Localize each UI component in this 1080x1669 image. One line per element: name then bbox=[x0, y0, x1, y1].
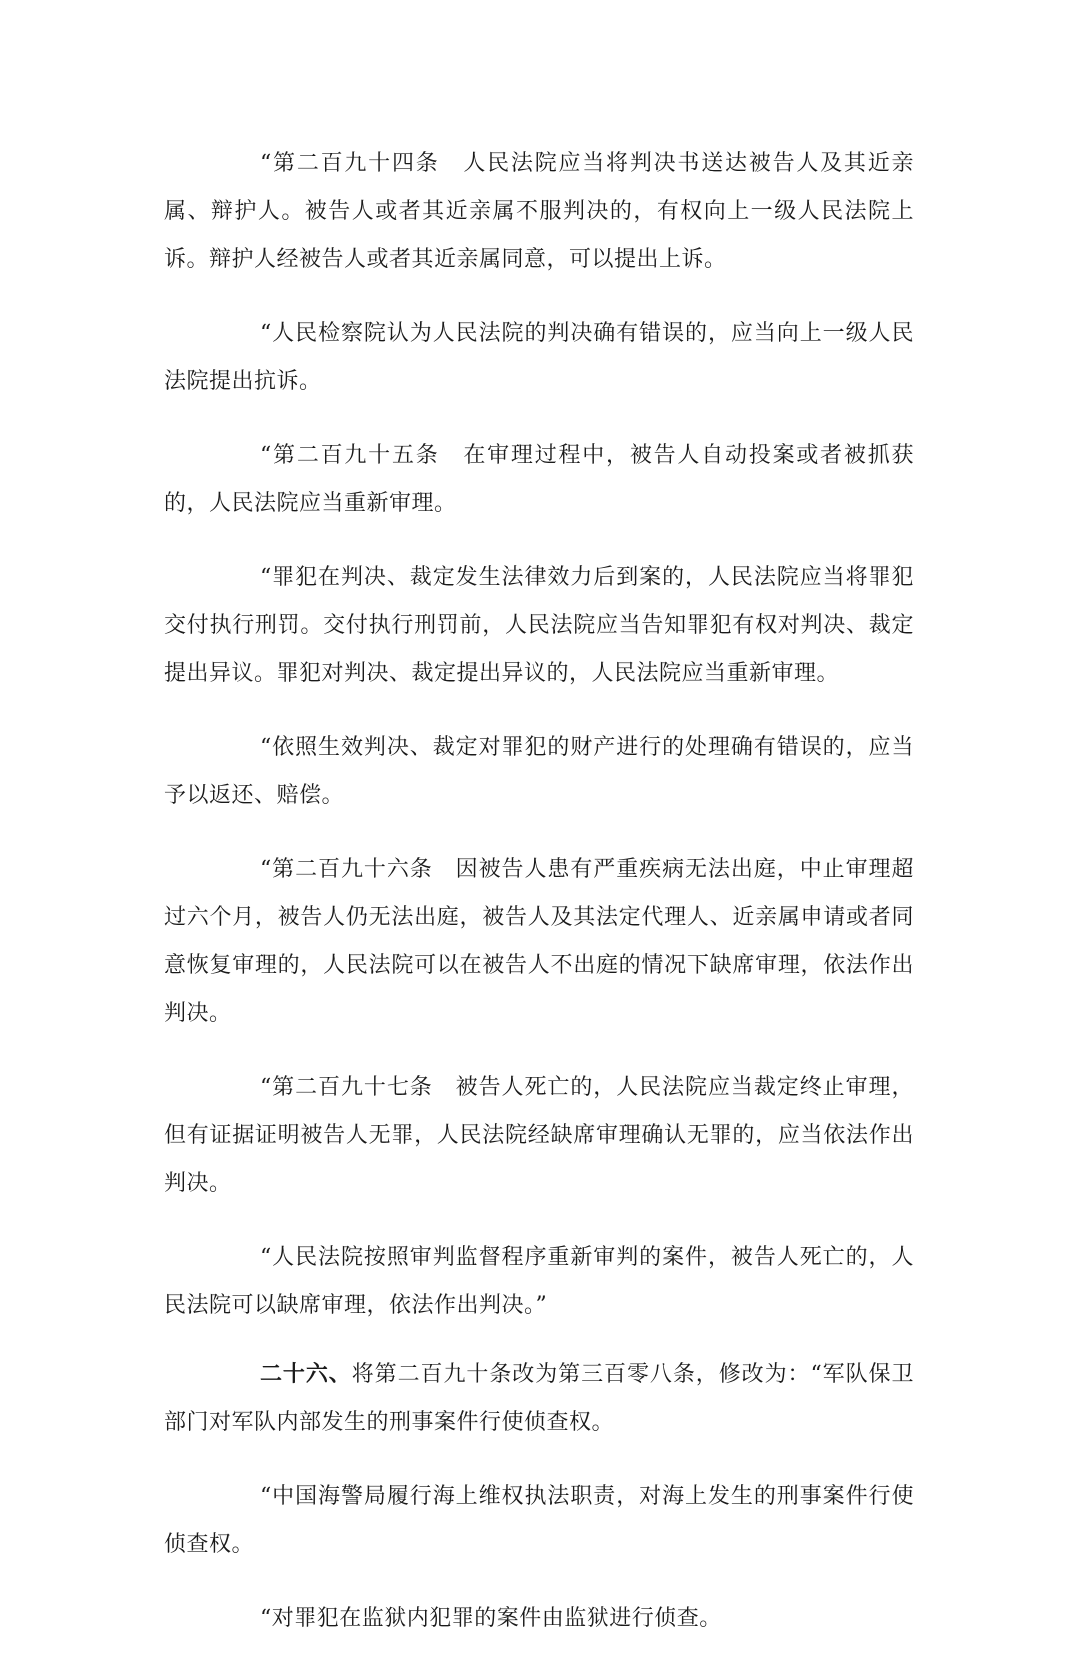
paragraph-procuratorate-protest: “人民检察院认为人民法院的判决确有错误的，应当向上一级人民法院提出抗诉。 bbox=[164, 321, 914, 394]
amendment-text: 将第二百九十条改为第三百零八条，修改为：“军队保卫部门对军队内部发生的刑事案件行使侦查权。 bbox=[164, 1362, 914, 1435]
amendment-number: 二十六、 bbox=[260, 1361, 352, 1387]
paragraph-coast-guard: “中国海警局履行海上维权执法职责，对海上发生的刑事案件行使侦查权。 bbox=[164, 1484, 914, 1557]
paragraph-retrial-death: “人民法院按照审判监督程序重新审判的案件，被告人死亡的，人民法院可以缺席审理，依法作出判决。” bbox=[164, 1245, 914, 1318]
paragraph-amendment-26 bbox=[164, 1350, 914, 1447]
document-body bbox=[164, 140, 914, 1669]
paragraph-article-296: “第二百九十六条 因被告人患有严重疾病无法出庭，中止审理超过六个月，被告人仍无法出庭，被告人及其法定代理人、近亲属申请或者同意恢复审理的，人民法院可以在被告人不出庭的情况下缺席审理，依法作出判决。 bbox=[164, 857, 914, 1026]
paragraph-prison-investigation: “对罪犯在监狱内犯罪的案件由监狱进行侦查。 bbox=[260, 1606, 722, 1631]
paragraph-article-297: “第二百九十七条 被告人死亡的，人民法院应当裁定终止审理，但有证据证明被告人无罪，人民法院经缺席审理确认无罪的，应当依法作出判决。 bbox=[164, 1075, 914, 1196]
paragraph-article-294: “第二百九十四条 人民法院应当将判决书送达被告人及其近亲属、辩护人。被告人或者其近亲属不服判决的，有权向上一级人民法院上诉。辩护人经被告人或者其近亲属同意，可以提出上诉。 bbox=[164, 151, 914, 272]
paragraph-property-return: “依照生效判决、裁定对罪犯的财产进行的处理确有错误的，应当予以返还、赔偿。 bbox=[164, 735, 914, 808]
paragraph-criminal-arrival: “罪犯在判决、裁定发生法律效力后到案的，人民法院应当将罪犯交付执行刑罚。交付执行刑罚前，人民法院应当告知罪犯有权对判决、裁定提出异议。罪犯对判决、裁定提出异议的，人民法院应当重新审理。 bbox=[164, 565, 914, 686]
paragraph-article-295: “第二百九十五条 在审理过程中，被告人自动投案或者被抓获的，人民法院应当重新审理。 bbox=[164, 443, 914, 516]
